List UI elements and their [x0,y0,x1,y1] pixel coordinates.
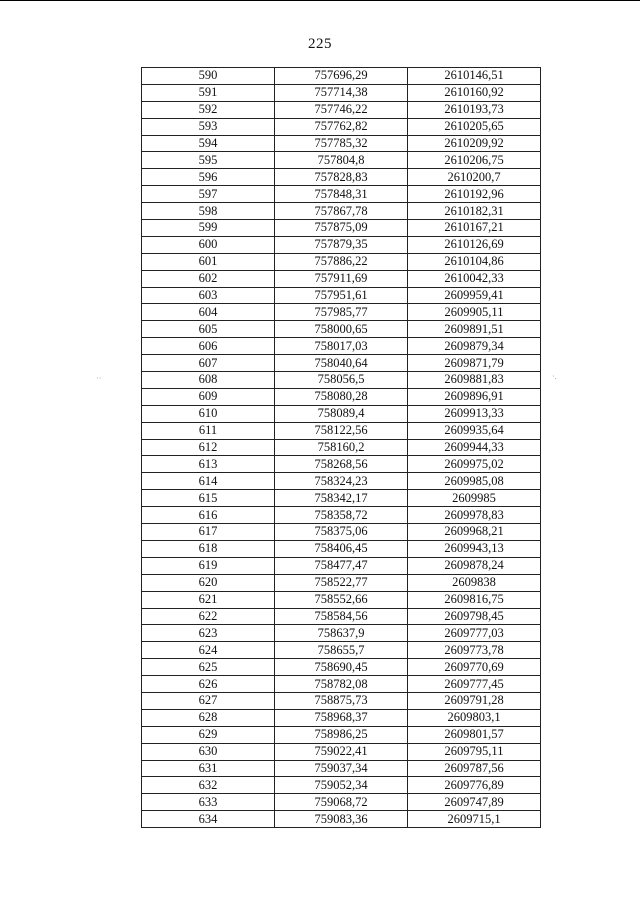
point-number-cell: 608 [142,372,275,389]
point-number-cell: 614 [142,473,275,490]
y-coordinate-cell: 2609770,69 [408,659,541,676]
y-coordinate-cell: 2609913,33 [408,405,541,422]
point-number-cell: 632 [142,777,275,794]
table-row [142,811,541,828]
point-number-cell: 607 [142,355,275,372]
point-number-cell: 629 [142,726,275,743]
x-coordinate-cell: 758080,28 [275,388,408,405]
point-number-cell: 596 [142,169,275,186]
x-coordinate-cell: 758637,9 [275,625,408,642]
y-coordinate-cell: 2609715,1 [408,811,541,828]
point-number-cell: 621 [142,591,275,608]
table-row [142,608,541,625]
x-coordinate-cell: 758000,65 [275,321,408,338]
y-coordinate-cell: 2610206,75 [408,152,541,169]
y-coordinate-cell: 2609878,24 [408,557,541,574]
point-number-cell: 590 [142,68,275,85]
table-row [142,101,541,118]
x-coordinate-cell: 758968,37 [275,709,408,726]
table-row [142,557,541,574]
x-coordinate-cell: 757951,61 [275,287,408,304]
x-coordinate-cell: 758268,56 [275,456,408,473]
table-row [142,439,541,456]
scan-mark-right: ·. [552,372,557,381]
table-row [142,203,541,220]
point-number-cell: 628 [142,709,275,726]
table-row [142,625,541,642]
x-coordinate-cell: 758089,4 [275,405,408,422]
table-row [142,540,541,557]
point-number-cell: 625 [142,659,275,676]
table-row [142,355,541,372]
x-coordinate-cell: 759022,41 [275,743,408,760]
point-number-cell: 591 [142,84,275,101]
y-coordinate-cell: 2609777,45 [408,676,541,693]
y-coordinate-cell: 2609803,1 [408,709,541,726]
point-number-cell: 600 [142,236,275,253]
x-coordinate-cell: 757985,77 [275,304,408,321]
x-coordinate-cell: 758522,77 [275,574,408,591]
table-row [142,456,541,473]
table-row [142,507,541,524]
x-coordinate-cell: 758358,72 [275,507,408,524]
x-coordinate-cell: 758160,2 [275,439,408,456]
y-coordinate-cell: 2609816,75 [408,591,541,608]
y-coordinate-cell: 2609891,51 [408,321,541,338]
x-coordinate-cell: 758690,45 [275,659,408,676]
point-number-cell: 609 [142,388,275,405]
x-coordinate-cell: 758986,25 [275,726,408,743]
point-number-cell: 595 [142,152,275,169]
table-row [142,422,541,439]
point-number-cell: 615 [142,490,275,507]
x-coordinate-cell: 758342,17 [275,490,408,507]
point-number-cell: 599 [142,220,275,237]
table-row [142,304,541,321]
x-coordinate-cell: 758782,08 [275,676,408,693]
y-coordinate-cell: 2610209,92 [408,135,541,152]
point-number-cell: 634 [142,811,275,828]
x-coordinate-cell: 758324,23 [275,473,408,490]
page-number: 225 [308,36,332,52]
x-coordinate-cell: 757867,78 [275,203,408,220]
x-coordinate-cell: 757785,32 [275,135,408,152]
table-row [142,338,541,355]
table-row [142,388,541,405]
table-row [142,84,541,101]
point-number-cell: 619 [142,557,275,574]
y-coordinate-cell: 2609798,45 [408,608,541,625]
point-number-cell: 620 [142,574,275,591]
x-coordinate-cell: 757714,38 [275,84,408,101]
point-number-cell: 627 [142,692,275,709]
y-coordinate-cell: 2609795,11 [408,743,541,760]
point-number-cell: 622 [142,608,275,625]
y-coordinate-cell: 2609978,83 [408,507,541,524]
y-coordinate-cell: 2609773,78 [408,642,541,659]
point-number-cell: 618 [142,540,275,557]
y-coordinate-cell: 2609905,11 [408,304,541,321]
y-coordinate-cell: 2609968,21 [408,524,541,541]
y-coordinate-cell: 2610160,92 [408,84,541,101]
table-row [142,405,541,422]
x-coordinate-cell: 758375,06 [275,524,408,541]
y-coordinate-cell: 2610104,86 [408,253,541,270]
x-coordinate-cell: 758406,45 [275,540,408,557]
y-coordinate-cell: 2609896,91 [408,388,541,405]
y-coordinate-cell: 2609975,02 [408,456,541,473]
point-number-cell: 633 [142,794,275,811]
point-number-cell: 610 [142,405,275,422]
point-number-cell: 592 [142,101,275,118]
y-coordinate-cell: 2609787,56 [408,760,541,777]
x-coordinate-cell: 757879,35 [275,236,408,253]
point-number-cell: 626 [142,676,275,693]
table-row [142,591,541,608]
y-coordinate-cell: 2609777,03 [408,625,541,642]
x-coordinate-cell: 757848,31 [275,186,408,203]
x-coordinate-cell: 759068,72 [275,794,408,811]
point-number-cell: 616 [142,507,275,524]
scan-mark-left: ·· [96,374,102,383]
table-row [142,169,541,186]
coordinates-table [141,67,541,828]
point-number-cell: 605 [142,321,275,338]
y-coordinate-cell: 2610126,69 [408,236,541,253]
point-number-cell: 593 [142,118,275,135]
scan-top-edge [0,0,640,1]
x-coordinate-cell: 758552,66 [275,591,408,608]
y-coordinate-cell: 2609871,79 [408,355,541,372]
x-coordinate-cell: 758017,03 [275,338,408,355]
table-row [142,574,541,591]
x-coordinate-cell: 757762,82 [275,118,408,135]
table-row [142,68,541,85]
y-coordinate-cell: 2609943,13 [408,540,541,557]
y-coordinate-cell: 2609791,28 [408,692,541,709]
y-coordinate-cell: 2609985,08 [408,473,541,490]
table-row [142,692,541,709]
y-coordinate-cell: 2610182,31 [408,203,541,220]
table-row [142,220,541,237]
y-coordinate-cell: 2610205,65 [408,118,541,135]
x-coordinate-cell: 757746,22 [275,101,408,118]
point-number-cell: 602 [142,270,275,287]
x-coordinate-cell: 757886,22 [275,253,408,270]
table-row [142,287,541,304]
table-row [142,490,541,507]
table-row [142,186,541,203]
x-coordinate-cell: 759037,34 [275,760,408,777]
x-coordinate-cell: 757828,83 [275,169,408,186]
y-coordinate-cell: 2610200,7 [408,169,541,186]
table-row [142,709,541,726]
y-coordinate-cell: 2610167,21 [408,220,541,237]
y-coordinate-cell: 2609959,41 [408,287,541,304]
point-number-cell: 603 [142,287,275,304]
table-row [142,760,541,777]
x-coordinate-cell: 758875,73 [275,692,408,709]
y-coordinate-cell: 2609838 [408,574,541,591]
table-row [142,473,541,490]
table-row [142,794,541,811]
table-row [142,118,541,135]
y-coordinate-cell: 2609776,89 [408,777,541,794]
point-number-cell: 601 [142,253,275,270]
point-number-cell: 623 [142,625,275,642]
point-number-cell: 597 [142,186,275,203]
x-coordinate-cell: 758040,64 [275,355,408,372]
x-coordinate-cell: 758477,47 [275,557,408,574]
point-number-cell: 604 [142,304,275,321]
coordinates-table-body [142,68,541,828]
y-coordinate-cell: 2609985 [408,490,541,507]
point-number-cell: 612 [142,439,275,456]
x-coordinate-cell: 757696,29 [275,68,408,85]
point-number-cell: 631 [142,760,275,777]
table-row [142,321,541,338]
point-number-cell: 617 [142,524,275,541]
table-row [142,676,541,693]
point-number-cell: 606 [142,338,275,355]
table-row [142,135,541,152]
table-row [142,270,541,287]
table-row [142,236,541,253]
table-row [142,253,541,270]
point-number-cell: 613 [142,456,275,473]
x-coordinate-cell: 759083,36 [275,811,408,828]
x-coordinate-cell: 758122,56 [275,422,408,439]
x-coordinate-cell: 757911,69 [275,270,408,287]
x-coordinate-cell: 758655,7 [275,642,408,659]
x-coordinate-cell: 757875,09 [275,220,408,237]
y-coordinate-cell: 2610146,51 [408,68,541,85]
y-coordinate-cell: 2610042,33 [408,270,541,287]
y-coordinate-cell: 2609944,33 [408,439,541,456]
x-coordinate-cell: 758056,5 [275,372,408,389]
y-coordinate-cell: 2609881,83 [408,372,541,389]
point-number-cell: 624 [142,642,275,659]
table-row [142,642,541,659]
x-coordinate-cell: 758584,56 [275,608,408,625]
table-row [142,372,541,389]
table-row [142,659,541,676]
y-coordinate-cell: 2609801,57 [408,726,541,743]
y-coordinate-cell: 2609879,34 [408,338,541,355]
table-row [142,777,541,794]
x-coordinate-cell: 759052,34 [275,777,408,794]
table-row [142,152,541,169]
table-row [142,524,541,541]
y-coordinate-cell: 2609935,64 [408,422,541,439]
point-number-cell: 598 [142,203,275,220]
y-coordinate-cell: 2610192,96 [408,186,541,203]
table-row [142,743,541,760]
table-row [142,726,541,743]
point-number-cell: 630 [142,743,275,760]
point-number-cell: 611 [142,422,275,439]
y-coordinate-cell: 2610193,73 [408,101,541,118]
point-number-cell: 594 [142,135,275,152]
y-coordinate-cell: 2609747,89 [408,794,541,811]
x-coordinate-cell: 757804,8 [275,152,408,169]
